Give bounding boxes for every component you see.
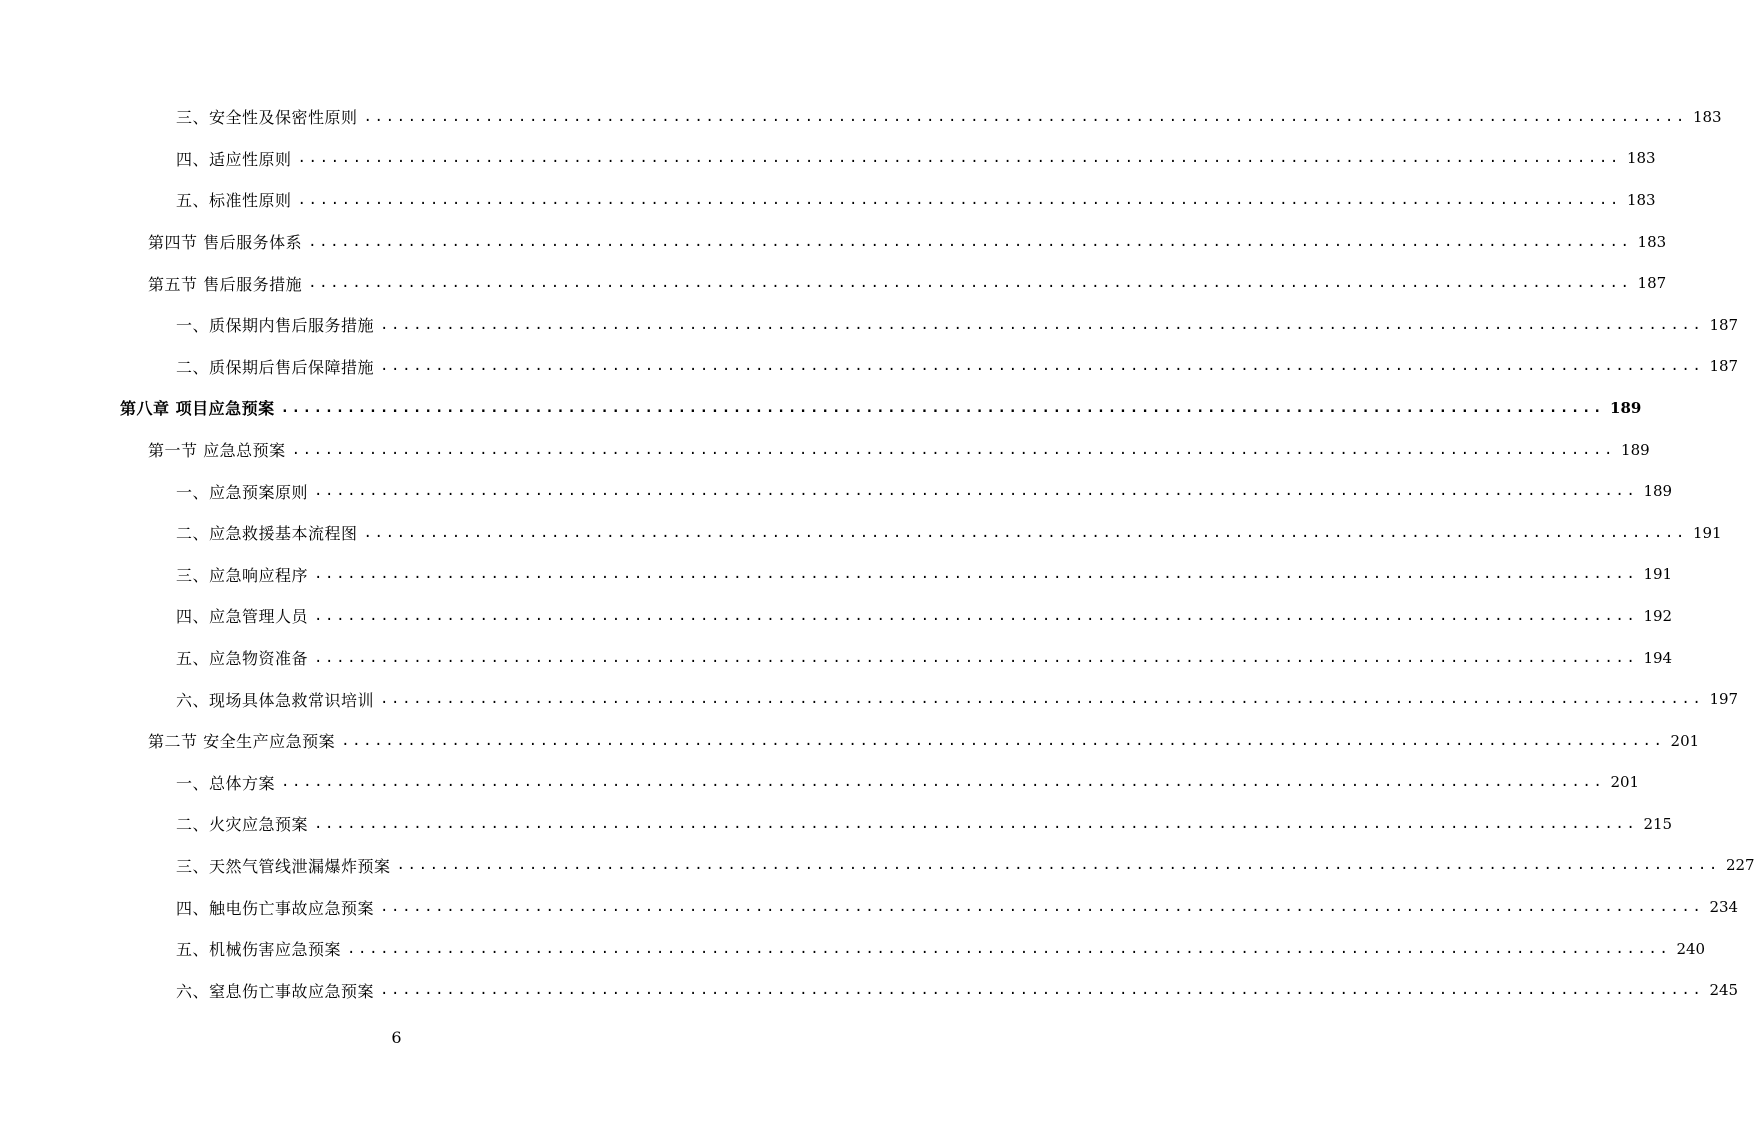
toc-entry-page: 245	[1709, 981, 1739, 1000]
toc-chapter-entry[interactable]	[0, 387, 1642, 429]
toc-entry[interactable]	[0, 637, 1673, 679]
toc-entry[interactable]	[0, 554, 1673, 596]
toc-entry-title: 一、总体方案	[176, 773, 276, 793]
toc-entry-page: 183	[1626, 190, 1656, 209]
toc-dot-leader: ........................................................................................................................	[297, 191, 1621, 208]
toc-entry-page: 189	[1643, 482, 1673, 501]
toc-dot-leader: ........................................................................................................................	[341, 732, 1665, 749]
toc-dot-leader: ........................................................................................................................	[314, 649, 1638, 666]
toc-entry-title: 二、应急救援基本流程图	[176, 524, 358, 544]
toc-entry-page: 189	[1610, 398, 1642, 417]
toc-entry-title: 第四节 售后服务体系	[148, 233, 303, 253]
toc-entry[interactable]	[0, 886, 1739, 928]
toc-entry-page: 183	[1637, 232, 1667, 251]
toc-entry[interactable]	[0, 138, 1656, 180]
toc-entry-page: 191	[1692, 523, 1722, 542]
toc-entry-page: 187	[1637, 274, 1667, 293]
toc-entry[interactable]	[0, 304, 1739, 346]
toc-entry-title: 第八章 项目应急预案	[120, 399, 275, 419]
toc-entry[interactable]	[0, 762, 1640, 804]
toc-entry-page: 215	[1643, 814, 1673, 833]
toc-entry[interactable]	[0, 179, 1656, 221]
toc-section-entry[interactable]	[0, 262, 1667, 304]
table-of-contents	[0, 96, 1755, 1011]
toc-dot-leader: ........................................................................................................................	[280, 399, 1605, 416]
toc-dot-leader: ........................................................................................................................	[314, 483, 1638, 500]
toc-entry-page: 183	[1692, 107, 1722, 126]
toc-entry[interactable]	[0, 512, 1722, 554]
toc-entry-page: 234	[1709, 898, 1739, 917]
toc-entry[interactable]	[0, 803, 1673, 845]
toc-entry-page: 240	[1676, 939, 1706, 958]
toc-dot-leader: ........................................................................................................................	[314, 607, 1638, 624]
toc-entry-title: 三、天然气管线泄漏爆炸预案	[176, 856, 391, 876]
toc-dot-leader: ........................................................................................................................	[314, 815, 1638, 832]
toc-entry-page: 191	[1643, 565, 1673, 584]
toc-dot-leader: ........................................................................................................................	[308, 233, 1632, 250]
toc-dot-leader: ........................................................................................................................	[380, 691, 1704, 708]
toc-entry-title: 一、质保期内售后服务措施	[176, 316, 375, 336]
toc-entry-title: 五、机械伤害应急预案	[176, 940, 342, 960]
toc-dot-leader: ........................................................................................................................	[291, 441, 1616, 458]
toc-section-entry[interactable]	[0, 720, 1700, 762]
toc-dot-leader: ........................................................................................................................	[380, 899, 1704, 916]
toc-entry-page: 201	[1670, 731, 1700, 750]
toc-entry[interactable]	[0, 678, 1739, 720]
toc-dot-leader: ........................................................................................................................	[380, 316, 1704, 333]
toc-dot-leader: ........................................................................................................................	[281, 774, 1605, 791]
page-number: 6	[391, 1028, 402, 1047]
toc-entry-title: 六、窒息伤亡事故应急预案	[176, 981, 375, 1001]
toc-entry[interactable]	[0, 346, 1739, 388]
toc-entry-title: 第二节 安全生产应急预案	[148, 732, 336, 752]
toc-section-entry[interactable]	[0, 429, 1650, 471]
toc-entry-title: 六、现场具体急救常识培训	[176, 690, 375, 710]
toc-entry[interactable]	[0, 928, 1706, 970]
toc-entry-page: 187	[1709, 357, 1739, 376]
toc-dot-leader: ........................................................................................................................	[314, 566, 1638, 583]
toc-entry-page: 194	[1643, 648, 1673, 667]
toc-entry-title: 五、应急物资准备	[176, 649, 309, 669]
toc-entry-page: 189	[1621, 440, 1650, 459]
toc-entry-page: 187	[1709, 315, 1739, 334]
toc-dot-leader: ........................................................................................................................	[380, 358, 1704, 375]
toc-entry[interactable]	[0, 845, 1755, 887]
toc-entry-title: 第五节 售后服务措施	[148, 274, 303, 294]
toc-entry-title: 第一节 应急总预案	[148, 441, 286, 461]
toc-entry-title: 三、安全性及保密性原则	[176, 108, 358, 128]
toc-dot-leader: ........................................................................................................................	[363, 524, 1687, 541]
toc-entry-title: 一、应急预案原则	[176, 482, 309, 502]
toc-entry[interactable]	[0, 470, 1673, 512]
toc-entry-title: 四、触电伤亡事故应急预案	[176, 898, 375, 918]
toc-entry-title: 五、标准性原则	[176, 191, 292, 211]
toc-dot-leader: ........................................................................................................................	[363, 108, 1687, 125]
toc-entry-title: 二、质保期后售后保障措施	[176, 357, 375, 377]
toc-entry[interactable]	[0, 96, 1722, 138]
toc-entry-title: 二、火灾应急预案	[176, 815, 309, 835]
toc-entry-page: 197	[1709, 690, 1739, 709]
toc-entry-page: 201	[1610, 773, 1640, 792]
toc-dot-leader: ........................................................................................................................	[380, 982, 1704, 999]
toc-entry-page: 192	[1643, 606, 1673, 625]
toc-entry-page: 183	[1626, 149, 1656, 168]
toc-section-entry[interactable]	[0, 221, 1667, 263]
toc-entry-title: 四、应急管理人员	[176, 607, 309, 627]
toc-dot-leader: ........................................................................................................................	[396, 857, 1720, 874]
toc-entry-page: 227	[1725, 856, 1755, 875]
toc-entry-title: 三、应急响应程序	[176, 565, 309, 585]
toc-dot-leader: ........................................................................................................................	[297, 150, 1621, 167]
toc-dot-leader: ........................................................................................................................	[308, 275, 1632, 292]
toc-entry-title: 四、适应性原则	[176, 149, 292, 169]
toc-entry[interactable]	[0, 969, 1739, 1011]
toc-entry[interactable]	[0, 595, 1673, 637]
toc-dot-leader: ........................................................................................................................	[347, 940, 1671, 957]
